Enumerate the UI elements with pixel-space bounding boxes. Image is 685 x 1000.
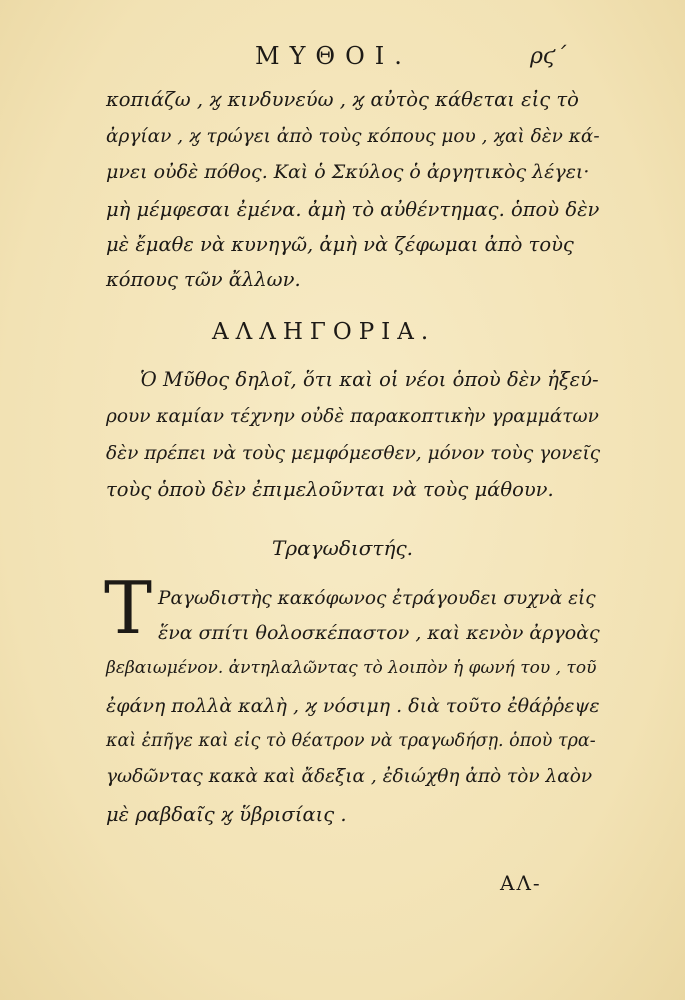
text-line: ρουν καμίαν τέχνην οὐδὲ παρακοπτικὴν γραμμάτων — [106, 406, 599, 427]
text-line: μὲ ἔμαθε νὰ κυνηγῶ, ἀμὴ νὰ ζέφωμαι ἀπὸ τοὺς — [106, 233, 574, 256]
text-line: Ραγωδιστὴς κακόφωνος ἐτράγουδει συχνὰ εἰς — [158, 588, 596, 609]
text-line: καὶ ἐπῆγε καὶ εἰς τὸ θέατρον νὰ τραγωδήσῃ. ὁποὺ τρα- — [106, 731, 596, 751]
catchword: ΑΛ- — [500, 871, 542, 895]
text-line: μὲ ραβδαῖς ϗ ὕβρισίαις . — [106, 803, 347, 826]
fable-title: Τραγωδιστής. — [272, 536, 414, 560]
text-line: κόπους τῶν ἄλλων. — [106, 268, 301, 291]
running-head: ΜΥΘΟΙ. — [255, 42, 412, 70]
page-number: ρϛ΄ — [530, 44, 567, 69]
text-line: μὴ μέμφεσαι ἐμένα. ἀμὴ τὸ αὐθέντημας. ὁποὺ δὲν — [106, 198, 600, 221]
text-line: τοὺς ὁποὺ δὲν ἐπιμελοῦνται νὰ τοὺς μάθουν. — [106, 478, 554, 501]
text-line: Ὁ Μῦθος δηλοῖ, ὅτι καὶ οἱ νέοι ὁποὺ δὲν ἠξεύ- — [140, 368, 599, 391]
text-line: γωδῶντας κακὰ καὶ ἄδεξια , ἐδιώχθη ἀπὸ τὸν λαὸν — [106, 766, 593, 787]
text-line: ἀργίαν , ϗ τρώγει ἀπὸ τοὺς κόπους μου , ϗαὶ δὲν κά- — [106, 126, 600, 147]
text-line: ἕνα σπίτι θολοσκέπαστον , καὶ κενὸν ἀργοὰς — [158, 622, 600, 644]
text-line: βεβαιωμένον. ἀντηλαλῶντας τὸ λοιπὸν ἡ φωνή του , τοῦ — [106, 658, 597, 678]
text-line: ἐφάνη πολλὰ καλὴ , ϗ νόσιμη . διὰ τοῦτο ἐθάῤῥεψε — [106, 695, 600, 717]
section-heading: ΑΛΛΗΓΟΡΙΑ. — [212, 319, 436, 345]
text-line: δὲν πρέπει νὰ τοὺς μεμφόμεσθεν, μόνον τοὺς γονεῖς — [106, 443, 601, 464]
text-line: μνει οὐδὲ πόθος. Καὶ ὁ Σκύλος ὁ ἀργητικὸς λέγει· — [106, 161, 590, 183]
drop-cap: Τ — [104, 566, 153, 650]
text-line: κοπιάζω , ϗ κινδυνεύω , ϗ αὐτὸς κάθεται εἰς τὸ — [106, 88, 579, 111]
